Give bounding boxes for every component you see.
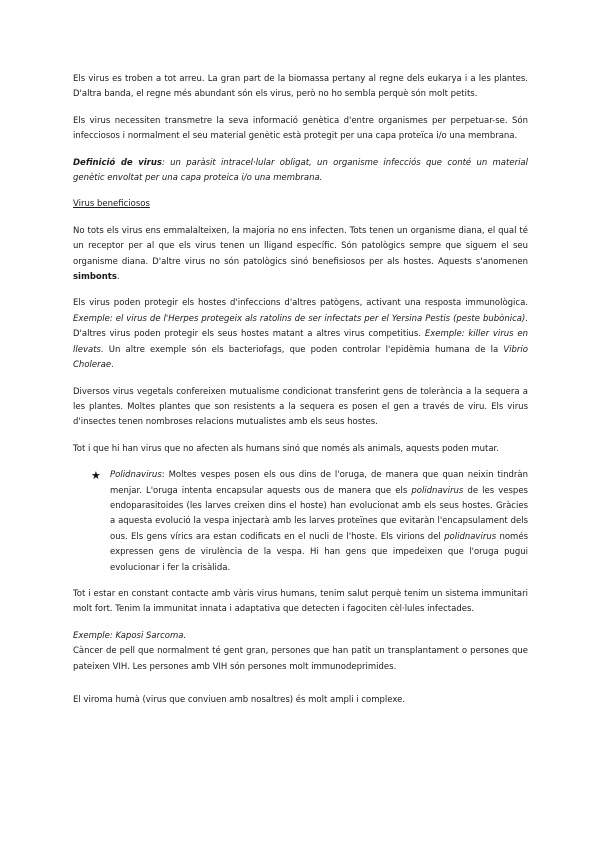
paragraph-protection: [73, 296, 528, 373]
symbionts-text: No tots els virus ens emmalalteixen, la majoria no ens infecten. Tots tenen un organisme diana, el qual té un receptor per al que els virus tenen un lligand específic. Són patològics sempre que siguem el seu organisme diana. D'altre virus no són patològics sinó benefisiosos per als hostes. Aquests s'anomenen: [73, 225, 528, 267]
bullet-term-3: polidnavirus: [444, 531, 497, 542]
protection-text-1: Els virus poden protegir els hostes d'infeccions d'altres patògens, activant una resposta immunològica.: [73, 298, 528, 309]
protection-text-3: Un altre exemple són els bacteriofags, que poden controlar l'epidèmia humana de la: [103, 344, 504, 355]
paragraph-intro: Els virus es troben a tot arreu. La gran part de la biomassa pertany al regne dels eukarya i a les plantes. D'altra banda, el regne més abundant són els virus, però no ho sembla perquè són molt petits.: [73, 74, 528, 100]
bullet-text-1: : Moltes vespes posen els ous dins de l'oruga, de manera que quan neixin tindràn menjar. L'oruga intenta encapsular aquests ous de manera que els: [110, 470, 528, 496]
protection-example-1: Exemple: el virus de l'Herpes protegeix als ratolins de ser infectats per el Yersina Pestis (peste bubònica): [73, 313, 526, 324]
paragraph-immunity: Tot i estar en constant contacte amb vàris virus humans, tenim salut perquè tenim un sistema immunitari molt fort. Tenim la immunitat innata i adaptativa que detecten i fagociten cèl·lules infectades.: [73, 588, 528, 615]
protection-example-2: Exemple: killer virus en llevats.: [73, 329, 528, 355]
protection-species: Vibrio Cholerae: [73, 344, 528, 371]
section-heading: Virus beneficiosos: [73, 199, 150, 210]
symbionts-term: simbonts: [73, 272, 117, 283]
bullet-text-2: de les vespes endoparasitoides (les larves creixen dins el hoste) han evolucionat amb els seus hostes. Gràcies a aquesta evolució la vespa injectarà amb les larves proteïnes que evitaràn l'encapsulament dels ous. Els gens vírics ara estan codificats en el nucli de l'hoste. Els virions del: [110, 485, 528, 542]
bullet-term-1: Polidnavirus: [110, 470, 162, 481]
bullet-item: [73, 468, 528, 576]
paragraph-virome: El viroma humà (virus que conviuen amb nosaltres) és molt ampli i complexe.: [73, 695, 406, 705]
paragraph-symbionts: [73, 224, 528, 286]
paragraph-kaposi: Càncer de pell que normalment té gent gran, persones que han patit un transplantament o persones que pateixen VIH. Les persones amb VIH són persones molt immunodeprimides.: [73, 646, 528, 672]
bullet-text-3: només expressen gens de virulència de la vespa. Hi han gens que impedeixen que l'oruga pugui evolucionar i fer la crisàlida.: [110, 531, 528, 573]
symbionts-end: .: [116, 272, 120, 283]
protection-text-2: . D'altres virus poden protegir els seus hostes matant a altres virus competitius.: [73, 313, 528, 340]
bullet-text: [110, 468, 528, 576]
bullet-term-2: polidnavirus: [411, 485, 464, 496]
paragraph-mutation: Tot i que hi han virus que no afecten als humans sinó que només als animals, aquests poden mutar.: [73, 443, 499, 454]
paragraph-plant-viruses: Diversos virus vegetals confereixen mutualisme condicionat transferint gens de tolerància a la sequera a les plantes. Moltes plantes que son resistents a la sequera es posen el gen a través de viru. Els virus d'insectes tenen nombroses relacions mutualistes amb els seus hostes.: [73, 386, 528, 428]
definition-paragraph: [73, 156, 528, 187]
definition-text: : un paràsit intracel·lular obligat, un organisme infecciós que conté un material genètic envoltat per una capa proteica i/o una membrana.: [73, 157, 528, 184]
paragraph-transmission: Els virus necessiten transmetre la seva informació genètica d'entre organismes per perpetuar-se. Són infecciosos i normalment el seu material genètic està protegit per una capa proteïca i/o una membrana.: [73, 115, 528, 142]
protection-text-4: .: [111, 360, 114, 371]
definition-term: Definició de virus: [73, 157, 162, 168]
star-bullet-icon: ★: [91, 469, 101, 483]
example-label: Exemple: Kaposi Sarcoma.: [73, 630, 187, 641]
